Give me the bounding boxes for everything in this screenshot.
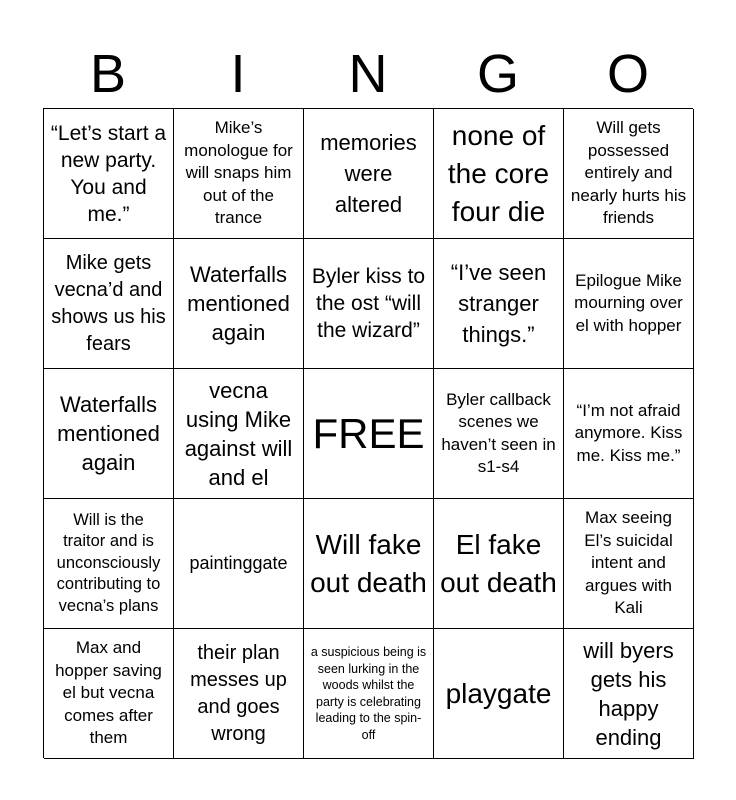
cell-text: Will is the traitor and is unconsciously contributing to vecna’s plans [56,510,161,615]
cell-text: Mike’s monologue for will snaps him out of the trance [184,118,293,228]
header-letter-g: G [476,44,519,104]
bingo-cell-3-1[interactable] [44,369,174,499]
cell-text: a suspicious being is seen lurking in the woods whilst the party is celebrating leading to the spin-off [310,645,427,742]
free-space: FREE [312,409,425,457]
bingo-cell-4-5[interactable] [564,499,694,629]
cell-text: Will gets possessed entirely and nearly hurts his friends [570,118,687,228]
bingo-cell-3-3[interactable] [304,369,434,499]
bingo-cell-4-2[interactable] [174,499,304,629]
bingo-cell-2-3[interactable] [304,239,434,369]
header-letter-o: O [606,44,649,104]
cell-text: Byler callback scenes we haven’t seen in s1-s4 [441,389,556,476]
bingo-cell-2-1[interactable] [44,239,174,369]
cell-text: Waterfalls mentioned again [57,392,160,475]
bingo-cell-2-2[interactable] [174,239,304,369]
bingo-cell-2-5[interactable] [564,239,694,369]
bingo-cell-4-3[interactable] [304,499,434,629]
cell-text: Epilogue Mike mourning over el with hopper [574,270,683,335]
bingo-cell-1-2[interactable] [174,109,304,239]
cell-text: “I’m not afraid anymore. Kiss me. Kiss me.” [574,400,683,465]
cell-text: Byler kiss to the ost “will the wizard” [311,265,426,342]
bingo-cell-5-2[interactable] [174,629,304,759]
cell-text: playgate [445,677,552,709]
bingo-cell-3-2[interactable] [174,369,304,499]
bingo-board [43,108,693,758]
cell-text: Waterfalls mentioned again [187,262,290,345]
bingo-cell-3-4[interactable] [434,369,564,499]
bingo-cell-1-3[interactable] [304,109,434,239]
bingo-cell-2-4[interactable] [434,239,564,369]
cell-text: Max and hopper saving el but vecna comes after them [55,638,162,748]
cell-text: memories were altered [320,130,417,217]
bingo-header [43,40,693,108]
cell-text: Max seeing El’s suicidal intent and argues with Kali [584,508,673,618]
cell-text: “I’ve seen stranger things.” [450,260,547,347]
bingo-cell-5-3[interactable] [304,629,434,759]
cell-text: Mike gets vecna’d and shows us his fears [51,251,166,355]
cell-text: Will fake out death [310,528,427,598]
cell-text: El fake out death [440,528,557,598]
bingo-cell-1-4[interactable] [434,109,564,239]
bingo-cell-3-5[interactable] [564,369,694,499]
bingo-cell-4-4[interactable] [434,499,564,629]
cell-text: will byers gets his happy ending [583,637,674,750]
cell-text: none of the core four die [447,119,550,227]
bingo-cell-4-1[interactable] [44,499,174,629]
bingo-cell-5-5[interactable] [564,629,694,759]
cell-text: paintinggate [189,553,288,574]
header-letter-b: B [89,44,127,104]
header-letter-i: I [230,44,246,104]
header-letter-n: N [348,44,388,104]
cell-text: their plan messes up and goes wrong [190,641,287,745]
bingo-cell-1-5[interactable] [564,109,694,239]
cell-text: vecna using Mike against will and el [184,377,293,490]
bingo-cell-1-1[interactable] [44,109,174,239]
bingo-cell-5-4[interactable] [434,629,564,759]
bingo-cell-5-1[interactable] [44,629,174,759]
cell-text: “Let’s start a new party. You and me.” [50,121,167,226]
